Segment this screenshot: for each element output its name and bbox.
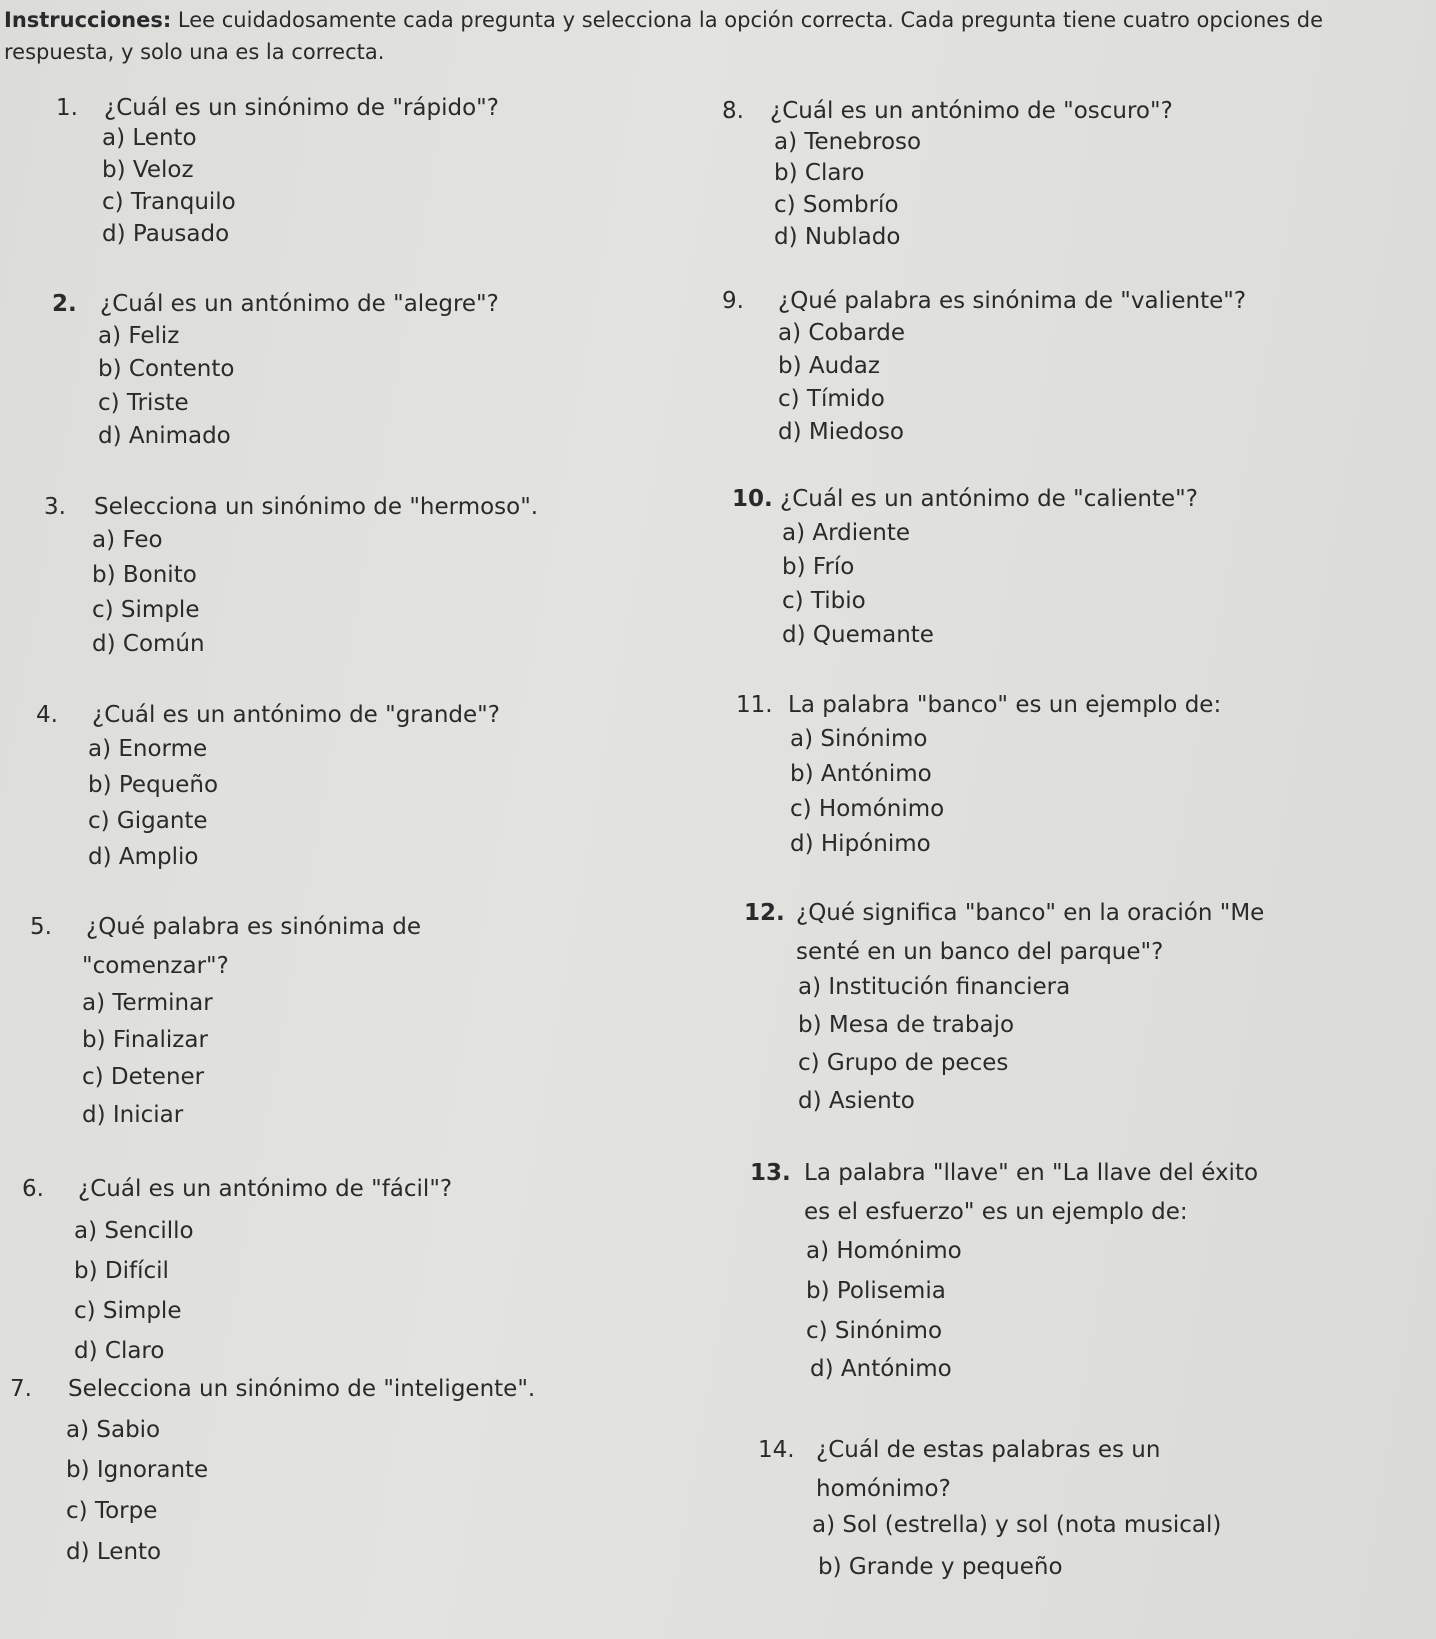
question-8-option-d[interactable]: d) Nublado	[774, 224, 901, 250]
question-7-prompt: Selecciona un sinónimo de "inteligente".	[68, 1376, 536, 1402]
question-4-option-d[interactable]: d) Amplio	[88, 844, 199, 870]
question-13-text-line2: es el esfuerzo" es un ejemplo de:	[804, 1199, 1188, 1225]
question-3-option-a[interactable]: a) Feo	[92, 527, 163, 553]
question-6-prompt: ¿Cuál es un antónimo de "fácil"?	[78, 1176, 453, 1202]
question-5-option-a[interactable]: a) Terminar	[82, 990, 213, 1016]
question-3-option-b[interactable]: b) Bonito	[92, 562, 197, 588]
question-8-option-c[interactable]: c) Sombrío	[774, 192, 899, 218]
question-1-option-a[interactable]: a) Lento	[102, 125, 197, 151]
question-5-prompt-line1: ¿Qué palabra es sinónima de	[86, 914, 421, 940]
question-8-prompt: ¿Cuál es un antónimo de "oscuro"?	[770, 98, 1173, 124]
question-8-number: 8.	[722, 98, 744, 124]
question-1-prompt: ¿Cuál es un sinónimo de "rápido"?	[104, 95, 499, 121]
question-14-number: 14.	[758, 1437, 795, 1463]
question-10-option-b[interactable]: b) Frío	[782, 554, 855, 580]
question-11-option-a[interactable]: a) Sinónimo	[790, 726, 928, 752]
question-4-option-a[interactable]: a) Enorme	[88, 736, 208, 762]
question-13-option-d[interactable]: d) Antónimo	[810, 1356, 952, 1382]
question-8-option-a[interactable]: a) Tenebroso	[774, 129, 922, 155]
question-12-option-c[interactable]: c) Grupo de peces	[798, 1050, 1009, 1076]
question-5-text-line2: "comenzar"?	[82, 953, 229, 979]
question-13-option-a[interactable]: a) Homónimo	[806, 1238, 962, 1264]
question-11-option-b[interactable]: b) Antónimo	[790, 761, 932, 787]
question-12-option-d[interactable]: d) Asiento	[798, 1088, 915, 1114]
question-6-option-a[interactable]: a) Sencillo	[74, 1218, 194, 1244]
question-1-option-b[interactable]: b) Veloz	[102, 157, 194, 183]
question-1-option-c[interactable]: c) Tranquilo	[102, 189, 236, 215]
question-6-option-b[interactable]: b) Difícil	[74, 1258, 169, 1284]
question-10-option-d[interactable]: d) Quemante	[782, 622, 934, 648]
question-4-number: 4.	[36, 702, 58, 728]
question-14-prompt-line1: ¿Cuál de estas palabras es un	[816, 1437, 1161, 1463]
question-3-number: 3.	[44, 494, 66, 520]
question-3-text	[44, 492, 538, 522]
instructions-text: Lee cuidadosamente cada pregunta y selecciona la opción correcta. Cada pregunta tiene cuatro opciones de respuesta, y solo una es la correcta.	[4, 8, 1324, 64]
question-12-option-a[interactable]: a) Institución financiera	[798, 974, 1071, 1000]
question-2-number: 2.	[52, 291, 77, 317]
question-3-option-d[interactable]: d) Común	[92, 631, 205, 657]
question-14-option-a[interactable]: a) Sol (estrella) y sol (nota musical)	[812, 1512, 1222, 1538]
question-2-option-a[interactable]: a) Feliz	[98, 323, 180, 349]
question-9-option-d[interactable]: d) Miedoso	[778, 419, 904, 445]
question-7-number: 7.	[10, 1376, 32, 1402]
question-1-option-d[interactable]: d) Pausado	[102, 221, 230, 247]
question-2-prompt: ¿Cuál es un antónimo de "alegre"?	[100, 291, 499, 317]
question-12-number: 12.	[744, 900, 785, 926]
question-10-option-c[interactable]: c) Tibio	[782, 588, 866, 614]
question-4-text	[36, 700, 500, 730]
question-8-option-b[interactable]: b) Claro	[774, 160, 865, 186]
instructions-label: Instrucciones:	[4, 8, 172, 32]
question-11-prompt: La palabra "banco" es un ejemplo de:	[788, 692, 1222, 718]
question-4-option-b[interactable]: b) Pequeño	[88, 772, 219, 798]
question-11-option-c[interactable]: c) Homónimo	[790, 796, 945, 822]
question-3-prompt: Selecciona un sinónimo de "hermoso".	[94, 494, 539, 520]
question-12-text	[744, 898, 1264, 928]
question-13-option-c[interactable]: c) Sinónimo	[806, 1318, 943, 1344]
question-9-option-a[interactable]: a) Cobarde	[778, 320, 906, 346]
question-12-option-b[interactable]: b) Mesa de trabajo	[798, 1012, 1015, 1038]
question-9-option-b[interactable]: b) Audaz	[778, 353, 880, 379]
question-9-number: 9.	[722, 288, 744, 314]
question-2-text	[52, 289, 499, 319]
question-10-prompt: ¿Cuál es un antónimo de "caliente"?	[780, 486, 1198, 512]
question-12-prompt-line1: ¿Qué significa "banco" en la oración "Me	[796, 900, 1265, 926]
question-1-number: 1.	[56, 95, 78, 121]
question-3-option-c[interactable]: c) Simple	[92, 597, 200, 623]
question-2-option-d[interactable]: d) Animado	[98, 423, 231, 449]
question-7-text	[10, 1374, 535, 1404]
question-6-option-d[interactable]: d) Claro	[74, 1338, 165, 1364]
question-2-option-c[interactable]: c) Triste	[98, 390, 189, 416]
question-9-option-c[interactable]: c) Tímido	[778, 386, 885, 412]
question-6-number: 6.	[22, 1176, 44, 1202]
question-2-option-b[interactable]: b) Contento	[98, 356, 235, 382]
question-5-text	[30, 912, 421, 942]
question-14-option-b[interactable]: b) Grande y pequeño	[818, 1554, 1063, 1580]
question-4-option-c[interactable]: c) Gigante	[88, 808, 208, 834]
question-10-option-a[interactable]: a) Ardiente	[782, 520, 911, 546]
question-5-option-d[interactable]: d) Iniciar	[82, 1102, 184, 1128]
question-14-text-line2: homónimo?	[816, 1476, 951, 1502]
question-11-number: 11.	[736, 692, 773, 718]
question-5-number: 5.	[30, 914, 52, 940]
question-13-prompt-line1: La palabra "llave" en "La llave del éxito	[804, 1160, 1259, 1186]
question-5-option-b[interactable]: b) Finalizar	[82, 1027, 208, 1053]
question-9-text	[722, 286, 1246, 316]
question-7-option-c[interactable]: c) Torpe	[66, 1498, 158, 1524]
instructions	[4, 4, 1424, 68]
question-11-option-d[interactable]: d) Hipónimo	[790, 831, 931, 857]
question-9-prompt: ¿Qué palabra es sinónima de "valiente"?	[778, 288, 1247, 314]
question-4-prompt: ¿Cuál es un antónimo de "grande"?	[92, 702, 500, 728]
question-7-option-d[interactable]: d) Lento	[66, 1539, 162, 1565]
question-13-text	[750, 1158, 1258, 1188]
question-6-text	[22, 1174, 452, 1204]
question-8-text	[722, 96, 1173, 126]
question-10-text	[732, 484, 1198, 514]
question-13-number: 13.	[750, 1160, 791, 1186]
question-5-option-c[interactable]: c) Detener	[82, 1064, 205, 1090]
question-7-option-a[interactable]: a) Sabio	[66, 1417, 161, 1443]
question-1-text	[56, 93, 499, 123]
question-13-option-b[interactable]: b) Polisemia	[806, 1278, 946, 1304]
question-6-option-c[interactable]: c) Simple	[74, 1298, 182, 1324]
question-11-text	[736, 690, 1221, 720]
question-12-text-line2: senté en un banco del parque"?	[796, 939, 1164, 965]
question-10-number: 10.	[732, 486, 773, 512]
question-14-text	[758, 1435, 1160, 1465]
question-7-option-b[interactable]: b) Ignorante	[66, 1457, 209, 1483]
